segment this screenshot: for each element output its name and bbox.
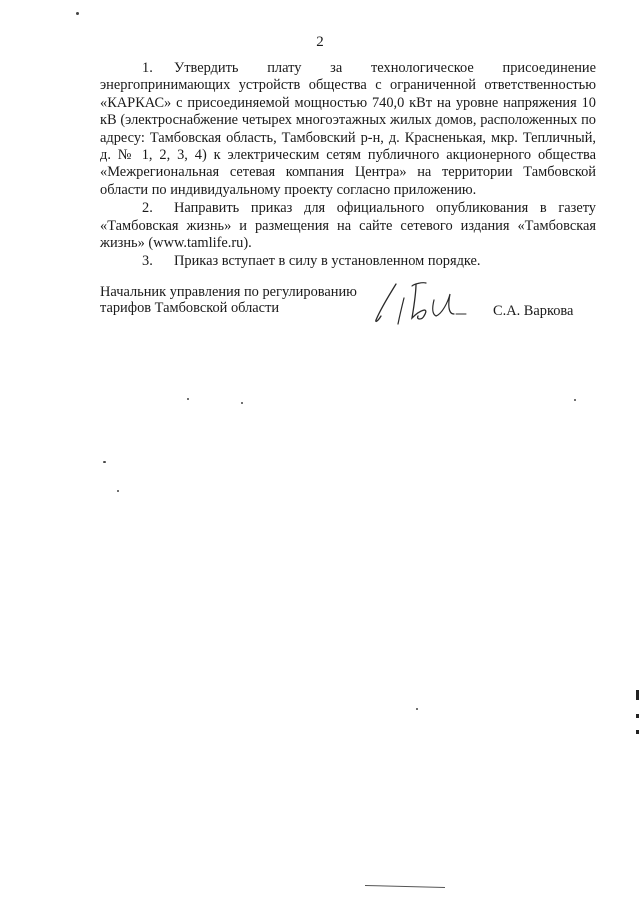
paragraph-text: Направить приказ для официального опубликования в газету «Тамбовская жизнь» и размещения на сайте сетевого издания «Тамбовская жизнь» (www.tamlife.ru).	[100, 200, 596, 252]
order-text	[100, 60, 596, 271]
paragraph-text: Утвердить плату за технологическое присоединение энергопринимающих устройств общества с ограниченной ответственностью «КАРКАС» с присоединяемой мощностью 740,0 кВт на уровне напряжения 10 кВ (электроснабжение четырех многоэтажных жилых домов, расположенных по адресу: Тамбовская область, Тамбовский р-н, д. Красненькая, мкр. Тепличный, д. № 1, 2, 3, 4) к электрическим сетям публичного акционерного общества «Межрегиональная сетевая компания Центра» на территории Тамбовской области по индивидуальному проекту согласно приложению.	[100, 60, 596, 198]
signatory-name: С.А. Варкова	[493, 303, 574, 319]
scan-speck	[574, 399, 576, 401]
paragraph-text: Приказ вступает в силу в установленном порядке.	[174, 253, 481, 270]
handwritten-signature-icon	[372, 280, 482, 330]
scan-speck	[416, 708, 418, 710]
paragraph-number: 2.	[142, 200, 153, 217]
scan-speck	[187, 398, 189, 400]
scan-bottom-line	[365, 885, 445, 888]
paragraph-1	[100, 60, 596, 199]
page-number: 2	[316, 34, 324, 50]
scan-speck	[103, 461, 106, 463]
scan-speck	[241, 402, 243, 404]
scan-speck	[117, 490, 119, 492]
paragraph-number: 1.	[142, 60, 153, 76]
paragraph-number: 3.	[142, 253, 153, 270]
scan-speck	[76, 12, 79, 15]
signature-block	[100, 284, 596, 334]
paragraph-2	[100, 200, 596, 252]
scan-edge-mark	[636, 714, 639, 718]
signatory-title: Начальник управления по регулированию тарифов Тамбовской области	[100, 284, 357, 316]
paragraph-3	[100, 253, 596, 270]
scan-edge-mark	[636, 730, 639, 734]
scan-edge-mark	[636, 690, 639, 700]
